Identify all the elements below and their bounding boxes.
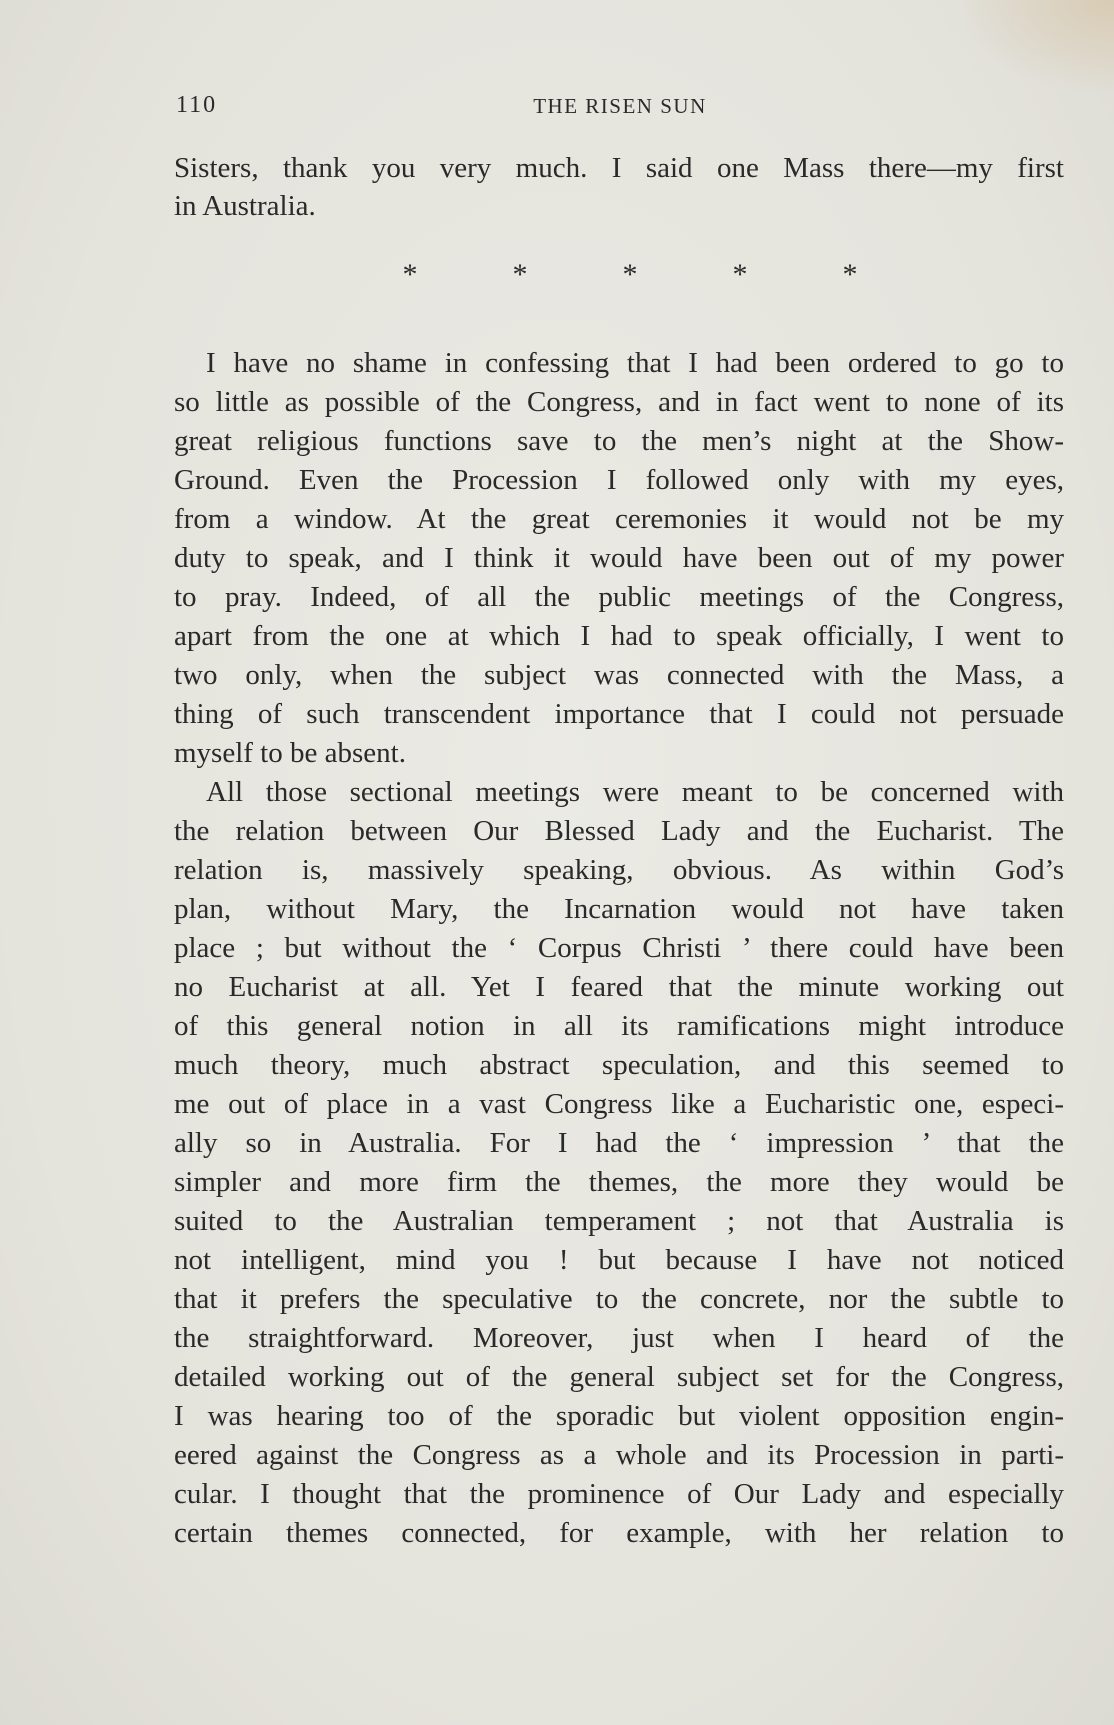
text-line: eered against the Congress as a whole and its Procession in parti- [174,1439,1064,1471]
page-stain [964,0,1114,90]
asterisk: * [622,258,638,291]
text-line: the relation between Our Blessed Lady and the Eucharist. The [174,815,1064,847]
text-line: place ; but without the ‘ Corpus Christi ’ there could have been [174,932,1064,964]
asterisk: * [732,258,748,291]
text-line: to pray. Indeed, of all the public meetings of the Congress, [174,581,1064,613]
text-line: me out of place in a vast Congress like a Eucharistic one, especi- [174,1088,1064,1120]
text-line: duty to speak, and I think it would have been out of my power [174,542,1064,574]
text-line: much theory, much abstract speculation, and this seemed to [174,1049,1064,1081]
text-line: not intelligent, mind you ! but because I have not noticed [174,1244,1064,1276]
text-line: certain themes connected, for example, with her relation to [174,1517,1064,1549]
text-line: I was hearing too of the sporadic but violent opposition engin- [174,1400,1064,1432]
page-number: 110 [176,92,218,118]
text-line: so little as possible of the Congress, and in fact went to none of its [174,386,1064,418]
asterisk: * [402,258,418,291]
text-line: suited to the Australian temperament ; not that Australia is [174,1205,1064,1237]
text-line: relation is, massively speaking, obvious. As within God’s [174,854,1064,886]
text-line: I have no shame in confessing that I had been ordered to go to [206,347,1064,379]
text-line: cular. I thought that the prominence of Our Lady and especially [174,1478,1064,1510]
section-break [400,258,860,298]
text-line: great religious functions save to the men’s night at the Show- [174,425,1064,457]
text-line: the straightforward. Moreover, just when I heard of the [174,1322,1064,1354]
text-line: Ground. Even the Procession I followed only with my eyes, [174,464,1064,496]
text-line: myself to be absent. [174,737,406,769]
text-line: no Eucharist at all. Yet I feared that the minute working out [174,971,1064,1003]
asterisk: * [512,258,528,291]
text-line: plan, without Mary, the Incarnation would not have taken [174,893,1064,925]
text-line: All those sectional meetings were meant to be concerned with [206,776,1064,808]
text-line: of this general notion in all its ramifications might introduce [174,1010,1064,1042]
asterisk: * [842,258,858,291]
text-line: apart from the one at which I had to speak officially, I went to [174,620,1064,652]
text-line: ally so in Australia. For I had the ‘ impression ’ that the [174,1127,1064,1159]
text-line: thing of such transcendent importance that I could not persuade [174,698,1064,730]
text-line: two only, when the subject was connected with the Mass, a [174,659,1064,691]
text-line: detailed working out of the general subject set for the Congress, [174,1361,1064,1393]
running-head: THE RISEN SUN [533,94,707,118]
page-header [176,92,1064,124]
text-line: that it prefers the speculative to the concrete, nor the subtle to [174,1283,1064,1315]
text-line: in Australia. [174,190,316,222]
text-line: from a window. At the great ceremonies it would not be my [174,503,1064,535]
text-line: simpler and more firm the themes, the more they would be [174,1166,1064,1198]
text-line: Sisters, thank you very much. I said one Mass there—my first [174,152,1064,184]
